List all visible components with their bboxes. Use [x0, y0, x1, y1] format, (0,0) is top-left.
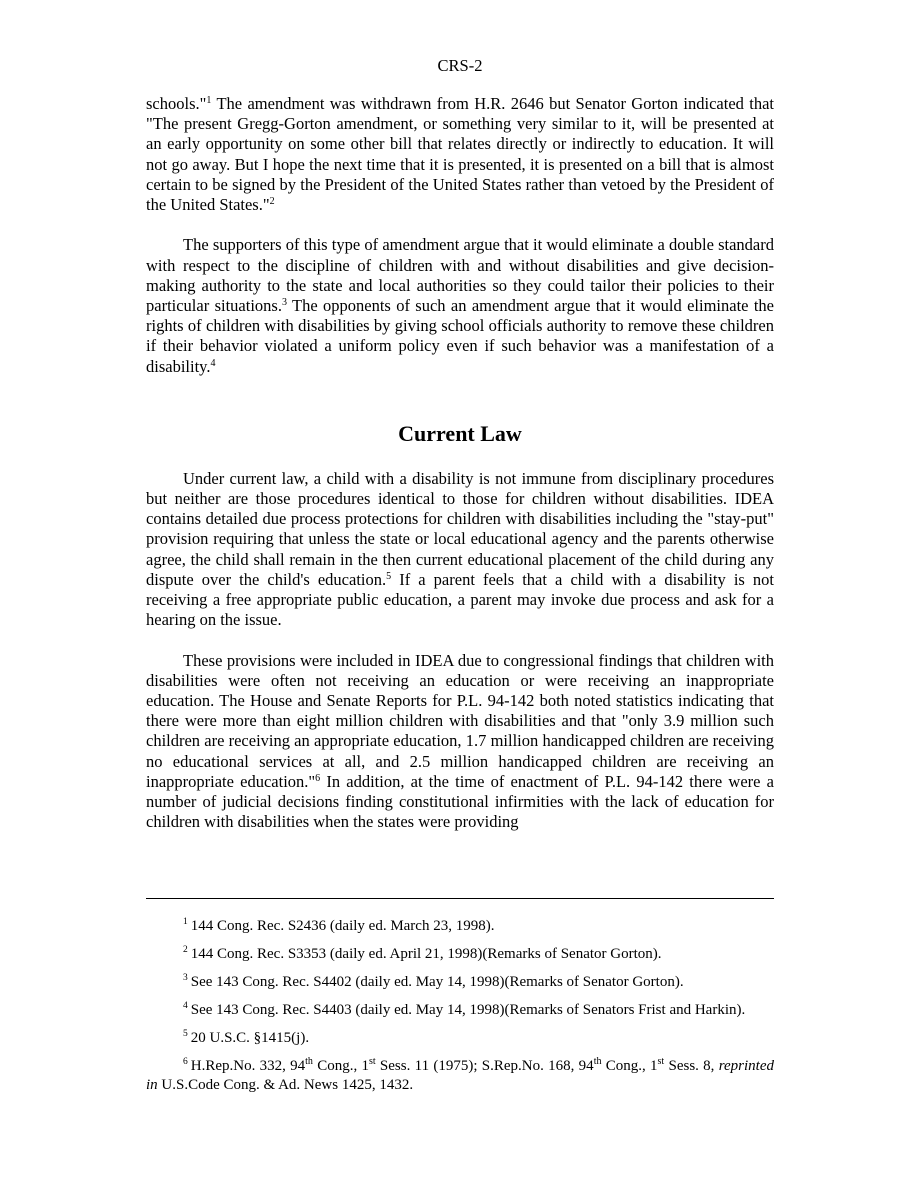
body-text	[146, 94, 774, 832]
text-run: 20 U.S.C. §1415(j).	[190, 1030, 310, 1046]
footnote	[146, 945, 774, 964]
text-run: 144 Cong. Rec. S3353 (daily ed. April 21, 1998)(Remarks of Senator Gorton).	[190, 946, 662, 962]
paragraph	[146, 651, 774, 833]
paragraph	[146, 94, 774, 215]
footnote-reference: 2	[269, 196, 275, 208]
footnote	[146, 917, 774, 936]
text-run: See 143 Cong. Rec. S4402 (daily ed. May 14, 1998)(Remarks of Senator Gorton).	[190, 974, 684, 990]
page-header: CRS-2	[437, 56, 483, 75]
text-run: Under current law, a child with a disability is not immune from disciplinary procedures but neither are those procedures identical to those for children without disabilities. IDEA contains detailed due process protections for children with disabilities including the "stay-put" provision requiring that unless the state or local educational agency and the parents otherwise agree, the child shall remain in the then current educational placement of the child during any dispute over the child's education.	[146, 468, 774, 589]
footnote-reference: st	[368, 1056, 376, 1067]
footnote	[146, 1001, 774, 1020]
paragraph	[146, 469, 774, 631]
italic-text: reprinted in	[146, 1058, 774, 1093]
footnote	[146, 973, 774, 992]
text-run: Sess. 11 (1975); S.Rep.No. 168, 94	[375, 1058, 594, 1074]
footnote-reference: th	[305, 1056, 313, 1067]
section-heading: Current Law	[398, 420, 522, 446]
footnote-reference: 4	[210, 357, 216, 369]
text-run: If a parent feels that a child with a disability is not receiving a free appropriate public education, a parent may invoke due process and ask for a hearing on the issue.	[146, 569, 775, 630]
text-run: schools."	[146, 94, 207, 113]
text-run: In addition, at the time of enactment of P.L. 94-142 there were a number of judicial decisions finding constitutional infirmities with the lack of education for children with disabilities when the states were providing	[146, 771, 774, 832]
text-run: Sess. 8,	[664, 1058, 719, 1074]
text-run: The amendment was withdrawn from H.R. 2646 but Senator Gorton indicated that "The present Gregg-Gorton amendment, or something very similar to it, will be presented at an early opportunity on some other bill that relates directly or indirectly to education. It will not go away. But I hope the next time that it is presented, it is presented on a bill that is almost certain to be signed by the President of the United States rather than vetoed by the President of the United States."	[146, 94, 774, 215]
footnote-reference: 3	[281, 297, 287, 309]
text-run: H.Rep.No. 332, 94	[190, 1058, 306, 1074]
footnote-number: 2	[183, 945, 188, 955]
text-run: Cong., 1	[312, 1058, 369, 1074]
footnote-number: 6	[183, 1057, 188, 1067]
text-run: The supporters of this type of amendment argue that it would eliminate a double standard with respect to the discipline of children with and without disabilities and give decision-making authority to the state and local authorities so they could tailor their policies to their particular situations.	[146, 235, 774, 316]
footnote-number: 3	[183, 973, 188, 983]
footnote-number: 1	[183, 917, 188, 927]
text-run: Cong., 1	[601, 1058, 658, 1074]
footnote	[146, 1029, 774, 1048]
footnote-number: 5	[183, 1029, 188, 1039]
paragraph	[146, 235, 774, 376]
footnote-reference: st	[657, 1056, 665, 1067]
footnote-divider	[146, 898, 774, 899]
text-run: These provisions were included in IDEA due to congressional findings that children with disabilities were often not receiving an education or were receiving an inappropriate education. The House and Senate Reports for P.L. 94-142 both noted statistics indicating that there were more than eight million children with disabilities and that "only 3.9 million such children are receiving an appropriate education, 1.7 million handicapped children are receiving no educational services at all, and 2.5 million handicapped children are receiving an inappropriate education."	[146, 650, 774, 791]
footnote-reference: 6	[315, 772, 321, 784]
footnote-reference: 5	[386, 570, 392, 582]
text-run: 144 Cong. Rec. S2436 (daily ed. March 23, 1998).	[190, 918, 495, 934]
text-run: U.S.Code Cong. & Ad. News 1425, 1432.	[157, 1077, 414, 1093]
footnotes	[146, 917, 774, 1104]
footnote-number: 4	[183, 1001, 188, 1011]
footnote-reference: 1	[206, 95, 212, 106]
footnote	[146, 1057, 774, 1095]
text-run: See 143 Cong. Rec. S4403 (daily ed. May 14, 1998)(Remarks of Senators Frist and Harkin).	[190, 1002, 746, 1018]
footnote-reference: th	[593, 1056, 602, 1067]
text-run: The opponents of such an amendment argue that it would eliminate the rights of children with disabilities by giving school officials authority to remove these children if their behavior violated a uniform policy even if such behavior was a manifestation of a disability.	[146, 296, 774, 376]
